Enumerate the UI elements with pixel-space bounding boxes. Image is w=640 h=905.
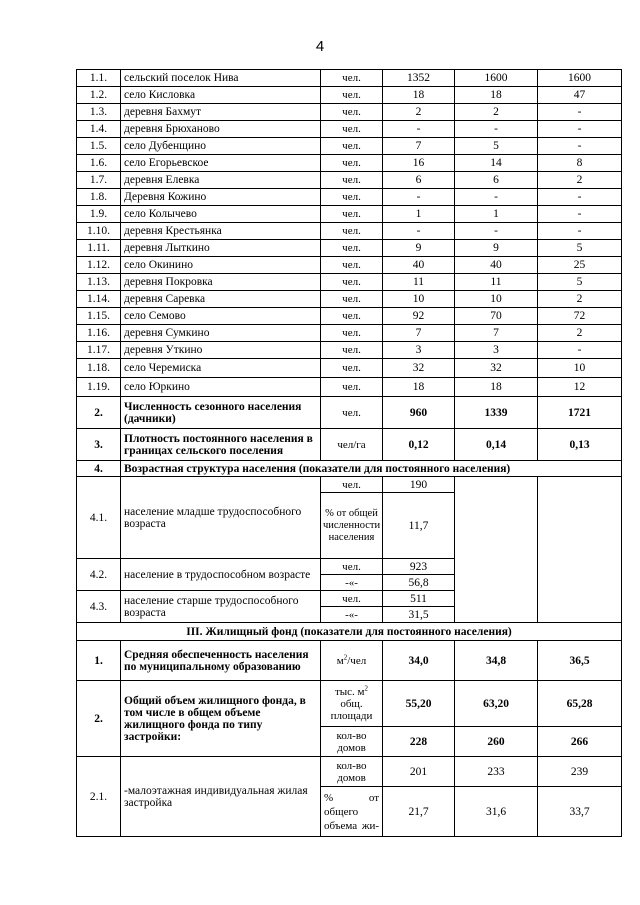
section-title: Возрастная структура населения (показатели для постоянного населения): [121, 461, 622, 477]
row-number: 1.18.: [77, 359, 121, 378]
value-cell: 40: [383, 257, 455, 274]
value-cell: 11: [455, 274, 538, 291]
value-cell: 266: [538, 727, 622, 757]
table-row: [77, 172, 622, 189]
value-cell: 18: [383, 87, 455, 104]
row-number: 1.: [77, 641, 121, 681]
unit-cell: чел.: [321, 325, 383, 342]
settlement-name: деревня Елевка: [121, 172, 321, 189]
value-cell: 32: [383, 359, 455, 378]
settlement-name: село Колычево: [121, 206, 321, 223]
row-number: 1.15.: [77, 308, 121, 325]
value-cell: 1721: [538, 397, 622, 429]
unit-cell: чел.: [321, 342, 383, 359]
indicator-name: население старше трудоспособного возраста: [121, 591, 321, 623]
value-cell: 10: [455, 291, 538, 308]
settlement-name: деревня Саревка: [121, 291, 321, 308]
table-row: [77, 257, 622, 274]
value-cell: 11,7: [383, 493, 455, 559]
unit-cell: чел.: [321, 291, 383, 308]
value-cell: 7: [455, 325, 538, 342]
table-row: [77, 206, 622, 223]
value-cell: 65,28: [538, 681, 622, 727]
value-cell: 92: [383, 308, 455, 325]
unit-cell: -«-: [321, 607, 383, 623]
settlement-name: деревня Крестьянка: [121, 223, 321, 240]
value-cell: 25: [538, 257, 622, 274]
value-cell: 2: [455, 104, 538, 121]
value-cell: -: [538, 342, 622, 359]
value-cell: 55,20: [383, 681, 455, 727]
value-cell: 6: [455, 172, 538, 189]
value-cell: -: [455, 223, 538, 240]
unit-cell: чел.: [321, 559, 383, 575]
value-cell: 5: [538, 240, 622, 257]
value-cell: 0,12: [383, 429, 455, 461]
unit-cell: чел.: [321, 87, 383, 104]
table-row: [77, 223, 622, 240]
value-cell: 10: [383, 291, 455, 308]
row-number: 1.2.: [77, 87, 121, 104]
value-cell: -: [383, 121, 455, 138]
settlement-name: село Юркино: [121, 378, 321, 397]
settlement-name: Деревня Кожино: [121, 189, 321, 206]
value-cell: 63,20: [455, 681, 538, 727]
value-cell: 16: [383, 155, 455, 172]
table-row: [77, 240, 622, 257]
table-row: [77, 121, 622, 138]
value-cell: 34,8: [455, 641, 538, 681]
row-number: 4.2.: [77, 559, 121, 591]
value-cell: -: [538, 189, 622, 206]
value-cell: 233: [455, 757, 538, 787]
table-row: [77, 291, 622, 308]
table-row: [77, 104, 622, 121]
unit-cell: чел.: [321, 257, 383, 274]
indicators-table: [76, 69, 622, 837]
table-row: [77, 325, 622, 342]
value-cell: 1: [455, 206, 538, 223]
row-number: 3.: [77, 429, 121, 461]
value-cell: -: [383, 223, 455, 240]
unit-cell: чел.: [321, 378, 383, 397]
table-row: [77, 308, 622, 325]
value-cell: -: [538, 223, 622, 240]
value-cell: 2: [538, 325, 622, 342]
row-number: 1.12.: [77, 257, 121, 274]
unit-cell: чел.: [321, 189, 383, 206]
settlement-name: сельский поселок Нива: [121, 70, 321, 87]
row-number: 1.8.: [77, 189, 121, 206]
value-cell: 190: [383, 477, 455, 493]
empty-cell: [538, 477, 622, 623]
settlement-name: деревня Сумкино: [121, 325, 321, 342]
value-cell: 32: [455, 359, 538, 378]
row-number: 2.: [77, 397, 121, 429]
value-cell: 47: [538, 87, 622, 104]
value-cell: 9: [383, 240, 455, 257]
settlement-name: деревня Брюханово: [121, 121, 321, 138]
row-number: 1.3.: [77, 104, 121, 121]
unit-cell: [321, 681, 383, 727]
row-number: 1.10.: [77, 223, 121, 240]
row-number: 4.1.: [77, 477, 121, 559]
unit-cell: % от общего объема жи-: [321, 787, 383, 837]
value-cell: 70: [455, 308, 538, 325]
row-number: 4.3.: [77, 591, 121, 623]
table-row: [77, 189, 622, 206]
table-row: [77, 623, 622, 641]
value-cell: 7: [383, 325, 455, 342]
row-number: 1.9.: [77, 206, 121, 223]
settlement-name: село Дубенщино: [121, 138, 321, 155]
table-row: [77, 87, 622, 104]
unit-cell: [321, 641, 383, 681]
indicator-name: Общий объем жилищного фонда, в том числе в общем объеме жилищного фонда по типу застройки:: [121, 681, 321, 757]
unit-cell: чел.: [321, 70, 383, 87]
table-row: [77, 70, 622, 87]
row-number: 1.1.: [77, 70, 121, 87]
value-cell: 12: [538, 378, 622, 397]
value-cell: 1352: [383, 70, 455, 87]
value-cell: 6: [383, 172, 455, 189]
value-cell: 11: [383, 274, 455, 291]
value-cell: -: [383, 189, 455, 206]
table-row: [77, 397, 622, 429]
row-number: 1.14.: [77, 291, 121, 308]
value-cell: 10: [538, 359, 622, 378]
value-cell: 40: [455, 257, 538, 274]
row-number: 2.: [77, 681, 121, 757]
value-cell: 201: [383, 757, 455, 787]
unit-cell: чел.: [321, 274, 383, 291]
table-row: [77, 461, 622, 477]
value-cell: 56,8: [383, 575, 455, 591]
table-row: [77, 155, 622, 172]
value-cell: 36,5: [538, 641, 622, 681]
value-cell: 72: [538, 308, 622, 325]
table-row: [77, 429, 622, 461]
unit-cell: чел.: [321, 591, 383, 607]
unit-cell: чел.: [321, 477, 383, 493]
unit-cell: чел.: [321, 206, 383, 223]
unit-cell: чел.: [321, 397, 383, 429]
value-cell: 5: [455, 138, 538, 155]
row-number: 1.17.: [77, 342, 121, 359]
empty-cell: [455, 477, 538, 623]
row-number: 1.4.: [77, 121, 121, 138]
settlement-name: село Егорьевское: [121, 155, 321, 172]
table-row: [77, 274, 622, 291]
unit-cell: кол-во домов: [321, 757, 383, 787]
value-cell: 2: [538, 172, 622, 189]
page-number: 4: [315, 38, 325, 55]
unit-cell: чел.: [321, 240, 383, 257]
unit-cell: % от общей численности населения: [321, 493, 383, 559]
table-row: [77, 378, 622, 397]
row-number: 1.13.: [77, 274, 121, 291]
settlement-name: село Черемиска: [121, 359, 321, 378]
value-cell: 18: [455, 378, 538, 397]
unit-cell: чел.: [321, 104, 383, 121]
value-cell: 3: [383, 342, 455, 359]
value-cell: -: [538, 138, 622, 155]
row-number: 1.19.: [77, 378, 121, 397]
indicator-name: Средняя обеспеченность населения по муниципальному образованию: [121, 641, 321, 681]
table-row: [77, 477, 622, 493]
value-cell: 34,0: [383, 641, 455, 681]
value-cell: 1600: [455, 70, 538, 87]
value-cell: 260: [455, 727, 538, 757]
value-cell: 1: [383, 206, 455, 223]
settlement-name: деревня Бахмут: [121, 104, 321, 121]
value-cell: 228: [383, 727, 455, 757]
row-number: 4.: [77, 461, 121, 477]
value-cell: 9: [455, 240, 538, 257]
row-number: 1.7.: [77, 172, 121, 189]
row-number: 2.1.: [77, 757, 121, 837]
settlement-name: деревня Лыткино: [121, 240, 321, 257]
value-cell: 21,7: [383, 787, 455, 837]
settlement-name: деревня Покровка: [121, 274, 321, 291]
value-cell: 8: [538, 155, 622, 172]
value-cell: 0,13: [538, 429, 622, 461]
table-row: [77, 138, 622, 155]
unit-text: $м^2$/чел: [336, 652, 367, 667]
value-cell: 18: [383, 378, 455, 397]
unit-cell: кол-во домов: [321, 727, 383, 757]
value-cell: 33,7: [538, 787, 622, 837]
settlement-name: село Кисловка: [121, 87, 321, 104]
value-cell: 960: [383, 397, 455, 429]
indicator-name: население младше трудоспособного возраста: [121, 477, 321, 559]
settlement-name: село Семово: [121, 308, 321, 325]
unit-cell: чел.: [321, 138, 383, 155]
value-cell: 2: [383, 104, 455, 121]
unit-cell: чел.: [321, 155, 383, 172]
row-number: 1.5.: [77, 138, 121, 155]
table-row: [77, 342, 622, 359]
table-row: [77, 641, 622, 681]
value-cell: 31,5: [383, 607, 455, 623]
value-cell: -: [538, 104, 622, 121]
unit-cell: чел.: [321, 172, 383, 189]
value-cell: -: [538, 206, 622, 223]
value-cell: 0,14: [455, 429, 538, 461]
value-cell: 3: [455, 342, 538, 359]
unit-cell: чел.: [321, 121, 383, 138]
unit-cell: чел.: [321, 223, 383, 240]
unit-cell: -«-: [321, 575, 383, 591]
row-number: 1.6.: [77, 155, 121, 172]
value-cell: 923: [383, 559, 455, 575]
indicator-name: Плотность постоянного населения в границах сельского поселения: [121, 429, 321, 461]
table-row: [77, 757, 622, 787]
value-cell: 1339: [455, 397, 538, 429]
value-cell: 239: [538, 757, 622, 787]
value-cell: 1600: [538, 70, 622, 87]
settlement-name: деревня Уткино: [121, 342, 321, 359]
indicator-name: -малоэтажная индивидуальная жилая застройка: [121, 757, 321, 837]
unit-text: тыс. $м^2$ общ. площади: [330, 683, 373, 722]
indicator-name: Численность сезонного населения (дачники): [121, 397, 321, 429]
indicator-name: население в трудоспособном возрасте: [121, 559, 321, 591]
unit-cell: чел.: [321, 308, 383, 325]
value-cell: 511: [383, 591, 455, 607]
table-row: [77, 681, 622, 727]
unit-cell: чел.: [321, 359, 383, 378]
value-cell: 2: [538, 291, 622, 308]
value-cell: 14: [455, 155, 538, 172]
value-cell: -: [455, 121, 538, 138]
value-cell: 7: [383, 138, 455, 155]
table-row: [77, 359, 622, 378]
value-cell: -: [538, 121, 622, 138]
unit-cell: чел/га: [321, 429, 383, 461]
row-number: 1.11.: [77, 240, 121, 257]
value-cell: -: [455, 189, 538, 206]
value-cell: 31,6: [455, 787, 538, 837]
settlement-name: село Окинино: [121, 257, 321, 274]
section-title: III. Жилищный фонд (показатели для постоянного населения): [77, 623, 622, 641]
row-number: 1.16.: [77, 325, 121, 342]
value-cell: 5: [538, 274, 622, 291]
value-cell: 18: [455, 87, 538, 104]
